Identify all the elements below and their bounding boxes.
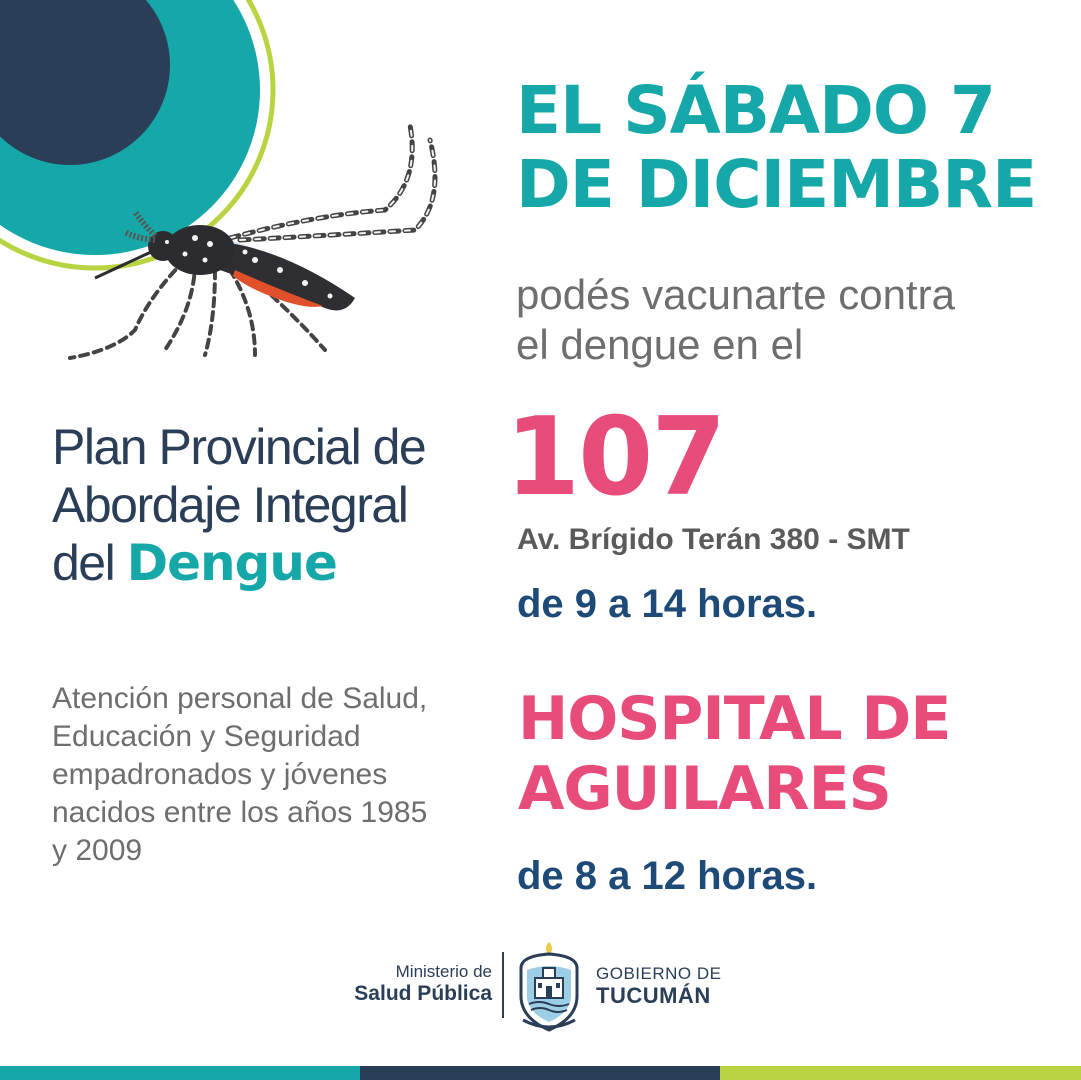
bottom-stripe-lime: [720, 1066, 1081, 1080]
ministry-big-text: Salud Pública: [354, 982, 492, 1005]
mosquito-illustration: [55, 120, 455, 370]
location-2-hours: de 8 a 12 horas.: [517, 854, 818, 898]
coat-of-arms-icon: [513, 938, 585, 1034]
date-headline-line1: EL SÁBADO 7: [516, 72, 995, 149]
hospital-name-line2: AGUILARES: [518, 754, 891, 824]
ministry-small-text: Ministerio de: [395, 962, 492, 981]
gov-small-text: GOBIERNO DE: [596, 964, 722, 983]
location-number: 107: [505, 395, 725, 520]
intro-text: [516, 270, 955, 370]
location-1-hours: de 9 a 14 horas.: [517, 582, 818, 626]
bottom-stripe-navy: [360, 1066, 720, 1080]
audience-line: nacidos entre los años 1985: [52, 796, 428, 829]
footer-divider: [502, 952, 504, 1018]
plan-title-line2: Abordaje Integral: [52, 477, 408, 533]
intro-line1: podés vacunarte contra: [516, 271, 955, 318]
date-headline-line2: DE DICIEMBRE: [516, 146, 1037, 223]
audience-line: y 2009: [52, 834, 143, 867]
plan-title-prefix: del: [52, 535, 127, 591]
audience-line: Atención personal de Salud,: [52, 682, 428, 715]
government-logo-text: [596, 964, 721, 1008]
ministry-logo-text: [300, 962, 492, 1006]
plan-title: [52, 418, 425, 592]
audience-text: [52, 680, 492, 870]
plan-title-line1: Plan Provincial de: [52, 419, 426, 475]
gov-big-text: TUCUMÁN: [596, 983, 711, 1008]
intro-line2: el dengue en el: [516, 321, 804, 368]
hospital-name-line1: HOSPITAL DE: [518, 684, 951, 754]
date-headline: [516, 74, 1036, 222]
audience-line: empadronados y jóvenes: [52, 758, 388, 791]
location-address: Av. Brígido Terán 380 - SMT: [517, 523, 910, 556]
bottom-stripe-teal: [0, 1066, 360, 1080]
plan-title-line3: [52, 534, 425, 592]
hospital-name: [518, 684, 950, 824]
plan-title-highlight: Dengue: [126, 534, 337, 592]
audience-line: Educación y Seguridad: [52, 720, 361, 753]
